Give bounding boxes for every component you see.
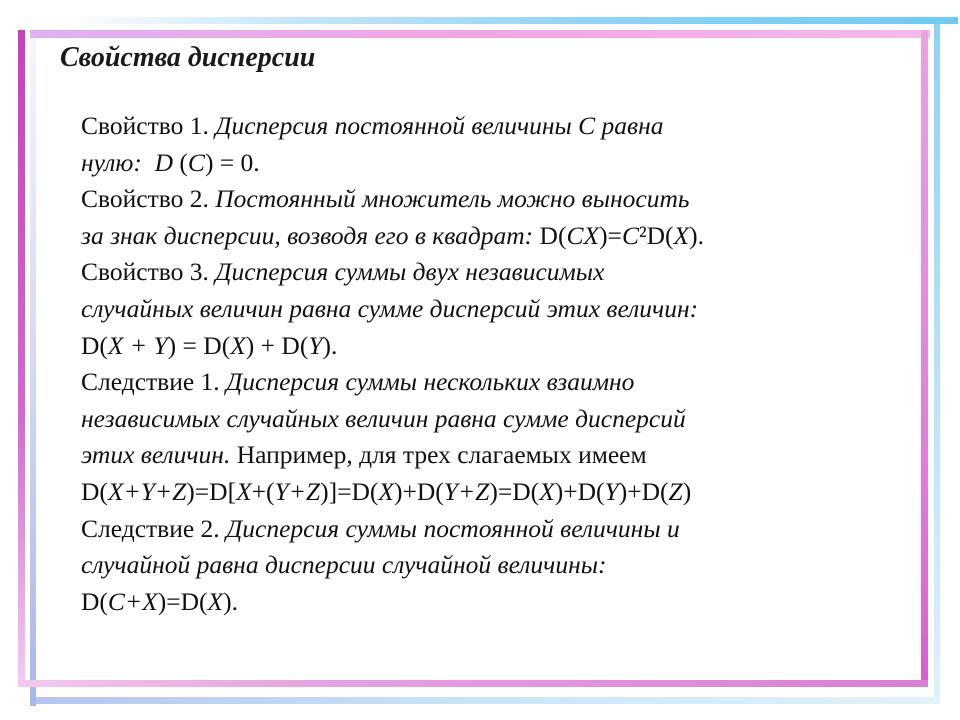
text-run: D	[577, 476, 597, 506]
text-run: D	[209, 476, 228, 506]
text-run: X	[207, 586, 224, 616]
text-run: C+X	[107, 586, 158, 616]
text-run: нулю:	[81, 147, 142, 177]
text-line	[81, 511, 911, 548]
text-run: независимых случайных величин равна сумме дисперсий	[81, 403, 686, 433]
text-run: (	[660, 476, 669, 506]
text-run: Свойство 1.	[81, 111, 216, 140]
text-run: (	[199, 586, 208, 616]
text-run: Дисперсия суммы нескольких взаимно	[226, 367, 635, 397]
text-run: D	[203, 330, 222, 360]
text-run: D	[81, 476, 100, 506]
text-run: )=	[157, 586, 181, 616]
text-run: D	[416, 476, 436, 506]
frame-bar-top-inner	[30, 30, 930, 38]
text-run	[142, 148, 155, 177]
text-run: X	[539, 476, 555, 506]
text-line	[81, 401, 911, 438]
text-line	[81, 181, 911, 218]
text-line	[81, 291, 911, 328]
text-run: Y	[308, 330, 323, 360]
text-run: )+	[618, 476, 642, 506]
text-run: )+	[393, 476, 417, 506]
text-run: за знак дисперсии, возводя его в квадрат:	[81, 220, 540, 250]
text-run: D	[81, 586, 100, 616]
text-run: Например, для трех слагаемых имеем	[230, 440, 647, 470]
text-run: D	[539, 220, 558, 250]
frame-bar-left-inner	[30, 38, 36, 706]
text-run: ).	[322, 330, 338, 360]
text-run: D	[154, 147, 174, 177]
text-line	[81, 108, 911, 145]
text-run: Свойство 3.	[81, 257, 216, 287]
slide-body	[81, 108, 911, 620]
text-run: [	[227, 476, 237, 506]
text-run: )=	[489, 476, 513, 506]
text-run: (	[596, 476, 605, 506]
text-run: X	[236, 476, 252, 506]
text-run: Дисперсия постоянной величины С равна	[215, 111, 664, 140]
text-run: случайных величин равна сумме дисперсий этих величин:	[81, 293, 699, 323]
text-run: (	[99, 330, 108, 360]
text-run: )=	[599, 220, 622, 250]
text-run: D	[281, 330, 300, 360]
text-run: D	[646, 220, 666, 250]
text-run: (	[530, 476, 540, 506]
slide-title: Свойства дисперсии	[60, 42, 316, 73]
text-run: (	[99, 476, 108, 506]
frame-bar-left-outer	[18, 30, 25, 680]
text-line	[81, 145, 911, 182]
text-run: Следствие 1.	[81, 367, 227, 397]
text-run: +(	[251, 476, 275, 506]
text-run: X+Y+Z	[107, 476, 187, 506]
text-run: CX	[566, 220, 600, 250]
text-run: Z	[668, 476, 683, 506]
text-run: Y+Z	[274, 476, 321, 506]
text-run: Дисперсия суммы двух независимых	[215, 257, 605, 287]
text-run: этих величин.	[81, 440, 231, 470]
text-run: (	[369, 476, 379, 506]
text-run: )	[682, 476, 692, 506]
text-run: (	[173, 147, 188, 177]
text-run: (	[299, 330, 309, 360]
text-run: ) +	[245, 330, 282, 360]
text-run: )+	[554, 476, 578, 506]
text-run: ) = 0.	[204, 147, 260, 177]
text-run: Постоянный множитель можно выносить	[215, 184, 690, 214]
frame-bar-right-inner	[921, 30, 928, 680]
text-run: (	[665, 220, 674, 250]
text-run: ²	[638, 220, 647, 250]
text-line	[81, 218, 911, 255]
text-run: D	[351, 476, 370, 506]
frame-bar-bottom-outer	[36, 697, 940, 704]
text-run: X	[230, 330, 246, 360]
text-run: ).	[223, 586, 238, 616]
text-run: D	[641, 476, 661, 506]
text-run: C	[187, 147, 205, 177]
text-run: )]=	[320, 476, 352, 506]
frame-bar-right-outer	[934, 24, 940, 704]
text-line	[81, 584, 911, 621]
text-run: (	[557, 220, 567, 250]
text-line	[81, 328, 911, 365]
text-run: (	[221, 330, 231, 360]
text-run: ) =	[167, 330, 204, 360]
text-line	[81, 474, 911, 511]
text-line	[81, 364, 911, 401]
text-run: X	[378, 476, 394, 506]
text-run: (	[435, 476, 444, 506]
text-run: D	[512, 476, 531, 506]
text-run: C	[621, 220, 639, 250]
text-run: Следствие 2.	[81, 513, 227, 543]
text-run: X + Y	[107, 330, 168, 360]
text-run: Свойство 2.	[81, 184, 216, 214]
text-run: Y+Z	[443, 476, 490, 506]
frame-bar-top-outer	[58, 17, 958, 24]
text-run: D	[180, 586, 200, 616]
text-line	[81, 547, 911, 584]
frame-bar-bottom-inner	[18, 680, 928, 687]
text-run: Y	[604, 476, 619, 506]
text-run: (	[99, 586, 108, 616]
text-line	[81, 254, 911, 291]
text-run: Дисперсия суммы постоянной величины и	[226, 513, 680, 543]
text-run: X	[673, 220, 690, 250]
text-run: )=	[186, 476, 210, 506]
text-line	[81, 437, 911, 474]
text-run: случайной равна дисперсии случайной величины:	[81, 550, 607, 580]
text-run: D	[81, 330, 100, 360]
text-run: ).	[689, 220, 704, 250]
